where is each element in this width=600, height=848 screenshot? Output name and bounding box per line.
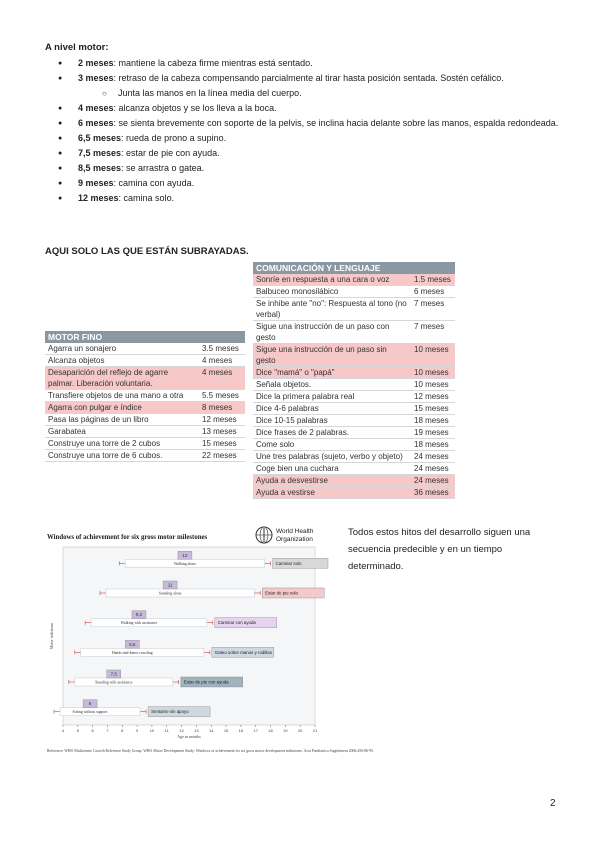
skill-cell: Agarra con pulgar e índice	[45, 402, 199, 413]
skill-cell: Sigue una instrucción de un paso sin gesto	[253, 344, 411, 366]
table-header: MOTOR FINO	[45, 331, 245, 343]
milestone-item	[48, 131, 568, 146]
table-row	[253, 403, 455, 415]
table-row	[45, 402, 245, 414]
age-cell: 10 meses	[411, 344, 455, 366]
milestone-label: Walking alone	[173, 561, 196, 566]
age-cell: 6 meses	[414, 287, 445, 296]
skill-cell: Construye una torre de 6 cubos.	[48, 451, 163, 460]
age-cell: 1.5 meses	[411, 274, 455, 285]
x-tick-label: 21	[312, 728, 318, 733]
skill-cell: Pasa las páginas de un libro	[48, 415, 149, 424]
milestone-label: Standing with assistance	[95, 680, 133, 685]
skill-cell: Transfiere objetos de una mano a otra	[48, 391, 184, 400]
age-cell: 15 meses	[414, 404, 449, 413]
subrayadas-note: AQUI SOLO LAS QUE ESTÁN SUBRAYADAS.	[45, 246, 249, 257]
motor-section-title: A nivel motor:	[45, 42, 109, 53]
table-row	[253, 321, 455, 344]
skill-cell: Se inhibe ante "no": Respuesta al tono (no verbal)	[256, 299, 407, 319]
milestone-sub-item	[48, 86, 568, 101]
x-axis-label: Age in months	[177, 734, 201, 739]
age-cell: 24 meses	[414, 452, 449, 461]
milestone-text: : rueda de prono a supino.	[121, 133, 227, 143]
milestone-label: Standing alone	[158, 591, 182, 596]
callout-label: Caminar solo	[275, 560, 302, 566]
table-row	[45, 426, 245, 438]
skill-cell: Ayuda a vestirse	[253, 487, 411, 498]
x-tick-label: 7	[106, 728, 109, 733]
table-row	[253, 379, 455, 391]
skill-cell: Agarra un sonajero	[48, 344, 117, 353]
age-cell: 7 meses	[414, 299, 445, 308]
x-tick-label: 12	[179, 728, 184, 733]
median-value: 11	[167, 582, 173, 588]
median-value: 9,2	[135, 612, 143, 618]
median-value: 7,5	[110, 671, 117, 677]
x-tick-label: 20	[297, 728, 303, 733]
milestone-item	[48, 71, 568, 86]
x-tick-label: 18	[268, 728, 273, 733]
milestone-item	[48, 56, 568, 71]
age-cell: 7 meses	[414, 322, 445, 331]
skill-cell: Une tres palabras (sujeto, verbo y objeto)	[256, 452, 403, 461]
x-tick-label: 4	[61, 728, 65, 733]
milestone-age: 8,5 meses	[78, 163, 122, 173]
callout-label: Caminar con ayuda	[217, 620, 256, 626]
skill-cell: Sigue una instrucción de un paso con gesto	[256, 322, 390, 342]
milestone-age: 9 meses	[78, 178, 114, 188]
milestone-text: : camina solo.	[118, 193, 175, 203]
x-tick-label: 17	[253, 728, 258, 733]
age-cell: 18 meses	[414, 416, 449, 425]
age-cell: 18 meses	[414, 440, 449, 449]
skill-cell: Señala objetos.	[256, 380, 312, 389]
table-row	[45, 390, 245, 402]
age-cell: 5.5 meses	[202, 391, 239, 400]
milestone-text: Junta las manos en la línea media del cuerpo.	[118, 88, 302, 98]
x-tick-label: 8	[121, 728, 124, 733]
table-body	[253, 274, 455, 499]
milestone-age: 7,5 meses	[78, 148, 122, 158]
skill-cell: Desaparición del reflejo de agarre palmar. Liberación voluntaria.	[45, 367, 199, 389]
milestone-item	[48, 176, 568, 191]
motor-fino-table	[45, 331, 245, 462]
skill-cell: Come solo	[256, 440, 295, 449]
age-cell: 3.5 meses	[202, 344, 239, 353]
skill-cell: Dice 4-6 palabras	[256, 404, 319, 413]
x-tick-label: 14	[209, 728, 214, 733]
median-value: 6	[88, 701, 92, 707]
age-cell: 12 meses	[414, 392, 449, 401]
table-row	[253, 451, 455, 463]
table-row	[45, 438, 245, 450]
x-tick-label: 15	[223, 728, 229, 733]
milestone-item	[48, 101, 568, 116]
table-row	[253, 427, 455, 439]
skill-cell: Garabatea	[48, 427, 86, 436]
median-value: 8,5	[129, 641, 136, 647]
y-axis-label: Motor milestone	[49, 622, 54, 650]
skill-cell: Sonríe en respuesta a una cara o voz	[253, 274, 411, 285]
table-row	[253, 344, 455, 367]
x-tick-label: 6	[91, 728, 94, 733]
milestone-label: Hands-and-knees crawling	[112, 650, 153, 655]
milestone-item	[48, 161, 568, 176]
who-logo-icon	[256, 527, 272, 543]
callout-label: Sentarse sin apoyo	[151, 709, 189, 715]
table-row	[45, 367, 245, 390]
age-cell: 24 meses	[414, 464, 449, 473]
table-row	[253, 298, 455, 321]
comunicacion-table	[253, 262, 455, 499]
callout-label: Gateo sobre manos y rodillas	[214, 649, 272, 655]
skill-cell: Balbuceo monosilábico	[256, 287, 339, 296]
x-tick-label: 13	[194, 728, 199, 733]
milestone-age: 2 meses	[78, 58, 114, 68]
age-cell: 36 meses	[411, 487, 455, 498]
median-value: 12	[182, 552, 188, 558]
x-tick-label: 19	[283, 728, 288, 733]
table-row	[253, 286, 455, 298]
age-cell: 13 meses	[202, 427, 237, 436]
table-row	[253, 439, 455, 451]
todos-paragraph: Todos estos hitos del desarrollo siguen una secuencia predecible y en un tiempo determinado.	[348, 527, 531, 572]
table-row	[253, 475, 455, 487]
milestone-age: 6,5 meses	[78, 133, 122, 143]
plot-area	[63, 547, 315, 725]
x-tick-label: 10	[149, 728, 155, 733]
age-cell: 4 meses	[199, 367, 245, 389]
skill-cell: Dice la primera palabra real	[256, 392, 355, 401]
x-tick-label: 9	[136, 728, 139, 733]
x-tick-label: 5	[76, 728, 79, 733]
milestone-list	[48, 56, 568, 206]
milestone-label: Sitting without support	[72, 710, 108, 715]
who-org-name: World Health	[276, 528, 314, 535]
table-body	[45, 343, 245, 462]
who-motor-milestones-chart	[45, 523, 374, 768]
x-tick-label: 11	[164, 728, 169, 733]
age-cell: 10 meses	[414, 380, 449, 389]
chart-title: Windows of achievement for six gross motor milestones	[47, 534, 208, 541]
table-header: COMUNICACIÓN Y LENGUAJE	[253, 262, 455, 274]
who-org-name-line2: Organization	[276, 536, 313, 543]
milestone-label: Walking with assistance	[120, 621, 158, 626]
age-cell: 8 meses	[199, 402, 245, 413]
milestone-item	[48, 146, 568, 161]
age-cell: 12 meses	[202, 415, 237, 424]
table-row	[45, 355, 245, 367]
skill-cell: Dice 10-15 palabras	[256, 416, 328, 425]
milestone-text: : estar de pie con ayuda.	[121, 148, 220, 158]
skill-cell: Coge bien una cuchara	[256, 464, 339, 473]
table-row	[253, 391, 455, 403]
callout-label: Estar de pie con ayuda	[183, 679, 229, 685]
milestone-item	[48, 191, 568, 206]
milestone-text: : alcanza objetos y se los lleva a la boca.	[113, 103, 277, 113]
age-cell: 24 meses	[411, 475, 455, 486]
table-row	[253, 367, 455, 379]
milestone-item	[48, 116, 568, 131]
skill-cell: Alcanza objetos	[48, 356, 105, 365]
age-cell: 10 meses	[411, 367, 455, 378]
milestone-text: : mantiene la cabeza firme mientras está sentado.	[113, 58, 313, 68]
table-row	[45, 414, 245, 426]
milestone-age: 6 meses	[78, 118, 114, 128]
callout-label: Estar de pie solo	[265, 590, 298, 596]
skill-cell: Dice "mamá" o "papá"	[253, 367, 411, 378]
skill-cell: Construye una torre de 2 cubos	[48, 439, 161, 448]
milestone-age: 12 meses	[78, 193, 119, 203]
age-cell: 4 meses	[202, 356, 233, 365]
milestone-text: : se sienta brevemente con soporte de la pelvis, se inclina hacia delante sobre las manos, espalda redondeada.	[113, 118, 559, 128]
page-number: 2	[550, 798, 556, 809]
table-row	[253, 415, 455, 427]
x-tick-label: 16	[238, 728, 244, 733]
table-row	[253, 463, 455, 475]
table-row	[253, 274, 455, 286]
chart-reference: Reference: WHO Multicentre Growth Reference Study Group. WHO Motor Development Study: Windows of achievement for six gross motor development milestones. Acta Paediatrica Supplement 2006;450:86-95.	[47, 749, 374, 753]
milestone-text: : camina con ayuda.	[113, 178, 195, 188]
table-row	[45, 343, 245, 355]
skill-cell: Dice frases de 2 palabras.	[256, 428, 349, 437]
age-cell: 19 meses	[414, 428, 449, 437]
age-cell: 15 meses	[202, 439, 237, 448]
milestone-age: 3 meses	[78, 73, 114, 83]
milestone-text: : retraso de la cabeza compensando parcialmente al tirar hasta posición sentada. Sostén cefálico.	[113, 73, 504, 83]
table-row	[45, 450, 245, 462]
age-cell: 22 meses	[202, 451, 237, 460]
table-row	[253, 487, 455, 499]
milestone-text: : se arrastra o gatea.	[121, 163, 205, 173]
milestone-age: 4 meses	[78, 103, 114, 113]
skill-cell: Ayuda a desvestirse	[253, 475, 411, 486]
